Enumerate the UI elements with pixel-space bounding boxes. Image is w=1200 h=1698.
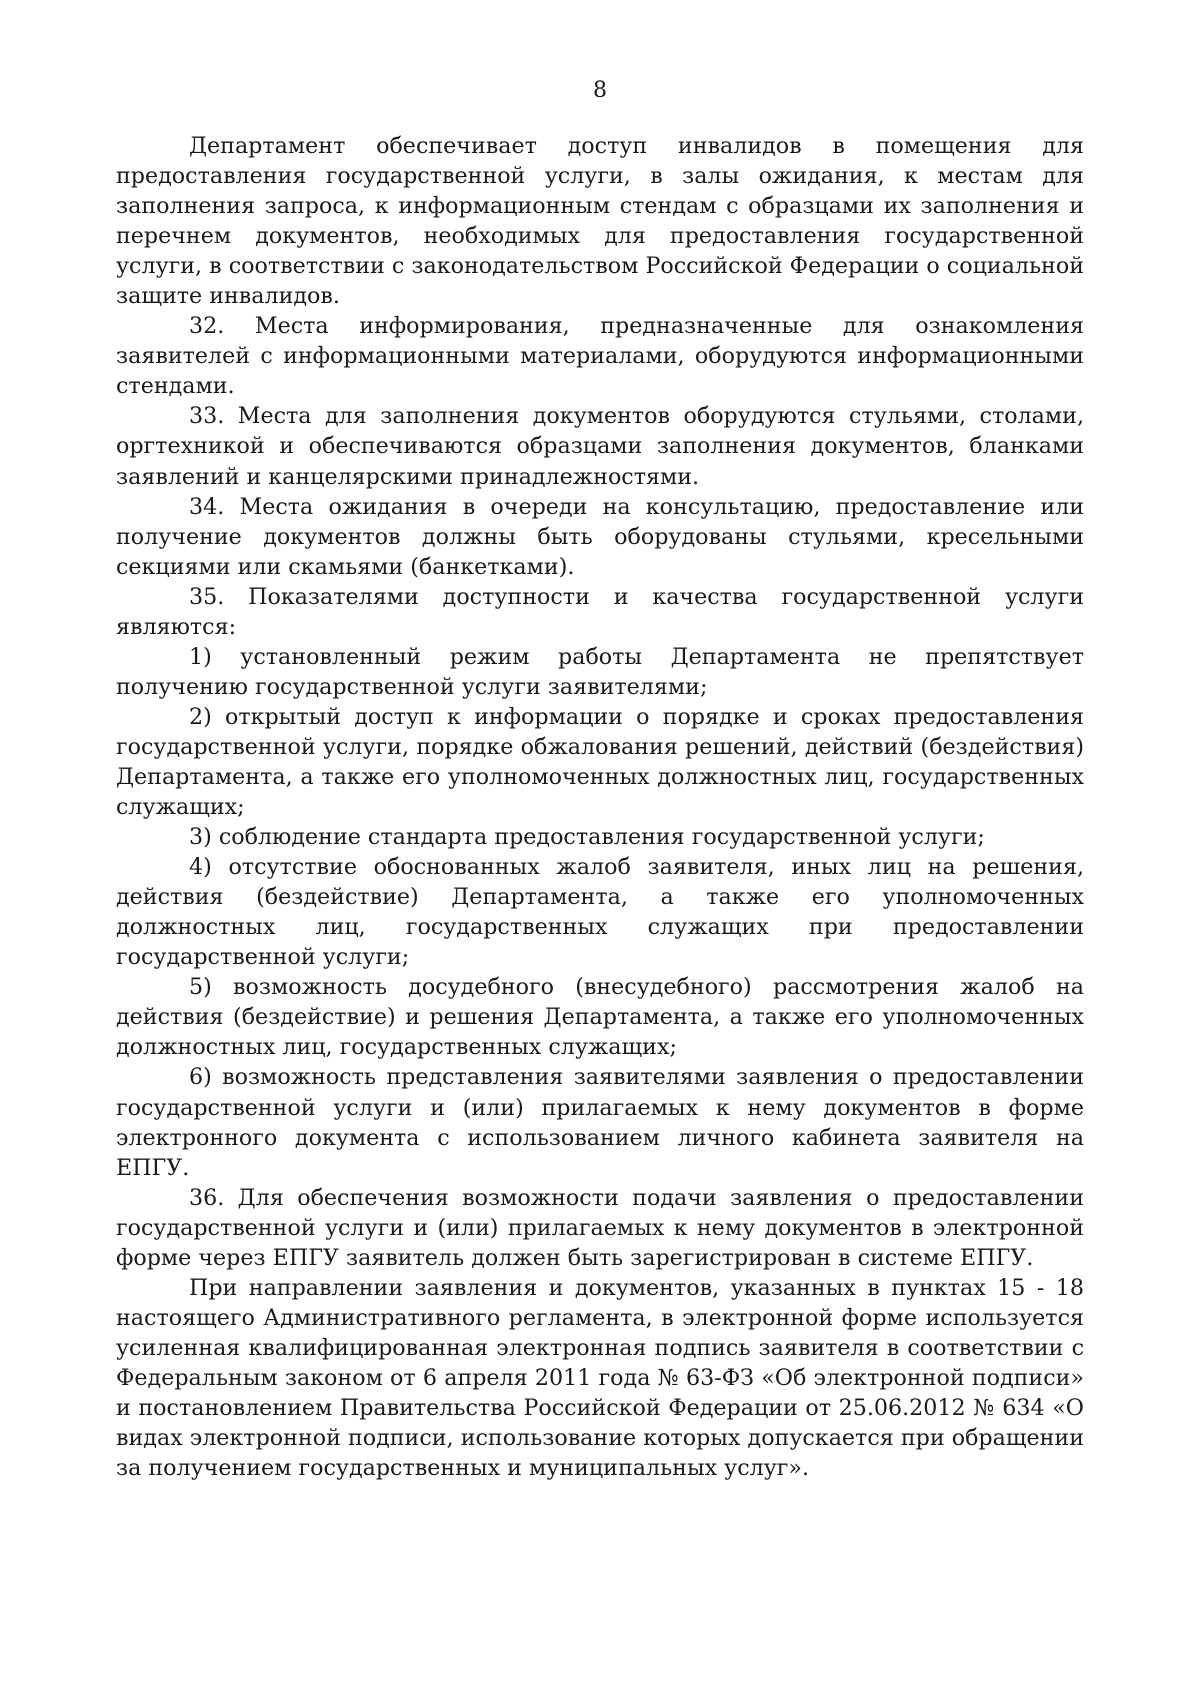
paragraph-35-item-3: 3) соблюдение стандарта предоставления государственной услуги; xyxy=(189,824,985,851)
page-number: 8 xyxy=(593,78,607,103)
paragraph-accessibility: Департамент обеспечивает доступ инвалидов в помещения для предоставления государственной услуги, в залы ожидания, к местам для заполнения запроса, к информационным стендам с образцами их заполнения и перечнем документов, необходимых для предоставления государственной услуги, в соответствии с законодательством Российской Федерации о социальной защите инвалидов. xyxy=(116,133,1084,310)
paragraph-34: 34. Места ожидания в очереди на консультацию, предоставление или получение документов должны быть оборудованы стульями, кресельными секциями или скамьями (банкетками). xyxy=(116,493,1084,580)
paragraph-35: 35. Показателями доступности и качества государственной услуги являются: xyxy=(116,583,1084,640)
paragraph-35-item-2: 2) открытый доступ к информации о порядке и сроках предоставления государственной услуги, порядке обжалования решений, действий (бездействия) Департамента, а также его уполномоченных должностных лиц, государственных служащих; xyxy=(116,703,1084,821)
document-body xyxy=(116,131,1084,1483)
paragraph-35-item-1: 1) установленный режим работы Департамента не препятствует получению государственной услуги заявителями; xyxy=(116,643,1084,700)
paragraph-35-item-4: 4) отсутствие обоснованных жалоб заявителя, иных лиц на решения, действия (бездействие) Департамента, а также его уполномоченных должностных лиц, государственных служащих при предоставлении государственной услуги; xyxy=(116,854,1084,971)
paragraph-36: 36. Для обеспечения возможности подачи заявления о предоставлении государственной услуги и (или) прилагаемых к нему документов в электронной форме через ЕПГУ заявитель должен быть зарегистрирован в системе ЕПГУ. xyxy=(116,1184,1084,1271)
paragraph-33: 33. Места для заполнения документов оборудуются стульями, столами, оргтехникой и обеспечиваются образцами заполнения документов, бланками заявлений и канцелярскими принадлежностями. xyxy=(116,403,1084,490)
paragraph-35-item-6: 6) возможность представления заявителями заявления о предоставлении государственной услуги и (или) прилагаемых к нему документов в форме электронного документа с использованием личного кабинета заявителя на ЕПГУ. xyxy=(116,1064,1084,1181)
paragraph-32: 32. Места информирования, предназначенные для ознакомления заявителей с информационными материалами, оборудуются информационными стендами. xyxy=(116,313,1084,400)
paragraph-electronic-signature: При направлении заявления и документов, указанных в пунктах 15 - 18 настоящего Административного регламента, в электронной форме используется усиленная квалифицированная электронная подпись заявителя в соответствии с Федеральным законом от 6 апреля 2011 года № 63-ФЗ «Об электронной подписи» и постановлением Правительства Российской Федерации от 25.06.2012 № 634 «О видах электронной подписи, использование которых допускается при обращении за получением государственных и муниципальных услуг». xyxy=(116,1274,1084,1482)
paragraph-35-item-5: 5) возможность досудебного (внесудебного) рассмотрения жалоб на действия (бездействие) и решения Департамента, а также его уполномоченных должностных лиц, государственных служащих; xyxy=(116,974,1084,1061)
